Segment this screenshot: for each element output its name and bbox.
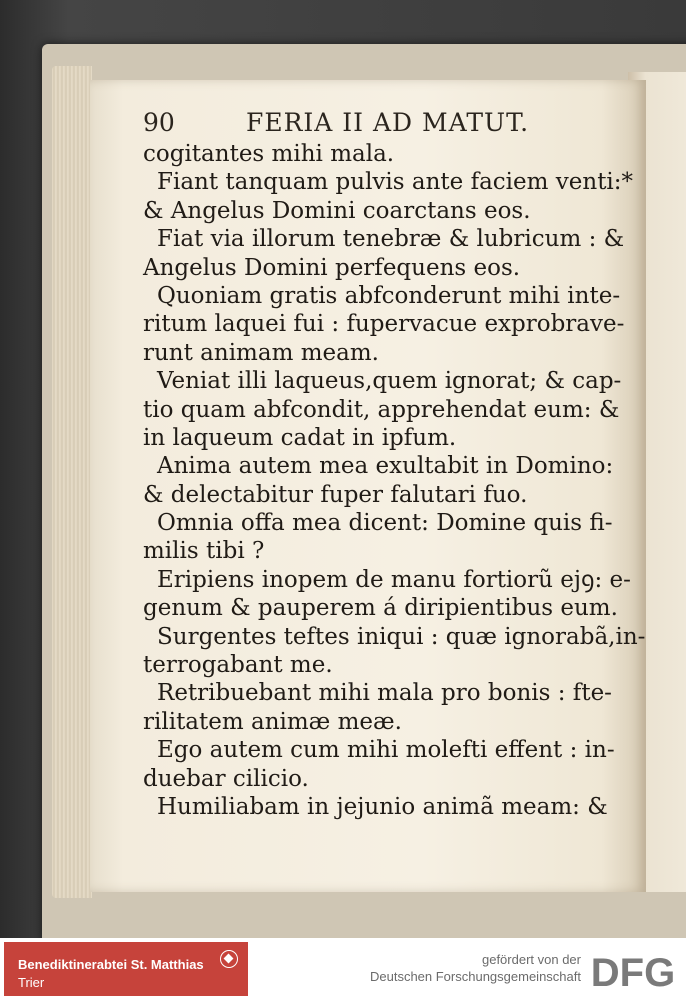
institution-name: Benediktinerabtei St. Matthias [18, 957, 204, 972]
text-line: Fiat via illorum tenebræ & lubricum : & [157, 226, 625, 253]
text-line: milis tibi ? [143, 538, 265, 565]
verse [143, 793, 623, 821]
text-line: Retribuebant mihi mala pro bonis : fte- [157, 680, 612, 707]
dfg-logo-text: DFG [590, 951, 676, 994]
funder-line-2: Deutschen Forschungsgemeinschaft [369, 969, 581, 984]
institution-badge[interactable] [4, 942, 248, 996]
verse [143, 452, 623, 509]
text-line: runt animam meam. [143, 339, 379, 366]
institution-emblem-icon [220, 950, 238, 968]
text-line: & Angelus Domini coarctans eos. [143, 197, 531, 224]
text-line: ritum laquei fui : fupervacue exprobrave- [143, 311, 625, 338]
text-line: & delectabitur fuper falutari fuo. [143, 481, 528, 508]
verse [143, 566, 631, 623]
verse [143, 509, 623, 566]
text-line: duebar cilicio. [143, 765, 309, 792]
running-title: FERIA II AD MATUT. [246, 108, 530, 137]
page-edges [52, 66, 92, 898]
funder-line-1: gefördert von der [481, 952, 581, 967]
text-line: Quoniam gratis abfconderunt mihi inte- [157, 282, 621, 309]
text-line: genum & pauperem á diripientibus eum. [143, 595, 618, 622]
text-line: terrogabant me. [143, 652, 333, 679]
verse [143, 679, 623, 736]
page-header [143, 108, 533, 142]
text-line: Ego autem cum mihi molefti effent : in- [157, 737, 615, 764]
psalm-text [143, 140, 646, 821]
funder-text [370, 951, 581, 985]
text-line: Veniat illi laqueus,quem ignorat; & cap- [157, 368, 622, 395]
verse [143, 168, 634, 225]
text-line: in laqueum cadat in ipfum. [143, 424, 457, 451]
verse [143, 623, 646, 680]
text-line: rilitatem animæ meæ. [143, 708, 402, 735]
text-line: Omnia offa mea dicent: Domine quis fi- [157, 510, 613, 537]
footer-bar [0, 938, 686, 1000]
dfg-logo[interactable] [588, 944, 678, 994]
verse [143, 736, 623, 793]
text-line: Surgentes teftes iniqui : quæ ignorabã,in- [157, 623, 646, 650]
text-line: Humiliabam in jejunio animã meam: & [157, 793, 608, 820]
verse [143, 367, 623, 452]
institution-city: Trier [18, 975, 45, 990]
page-number: 90 [143, 108, 175, 137]
verse [143, 282, 623, 367]
text-line: tio quam abfcondit, apprehendat eum: & [143, 396, 620, 423]
text-line: Eripiens inopem de manu fortiorũ ejꝯ: e- [157, 566, 631, 593]
verse [143, 225, 623, 282]
text-line: Anima autem mea exultabit in Domino: [157, 453, 614, 480]
text-line: Angelus Domini perfequens eos. [143, 254, 521, 281]
verse [143, 140, 623, 168]
text-line: Fiant tanquam pulvis ante faciem venti:* [157, 169, 634, 196]
text-line: cogitantes mihi mala. [143, 141, 395, 167]
